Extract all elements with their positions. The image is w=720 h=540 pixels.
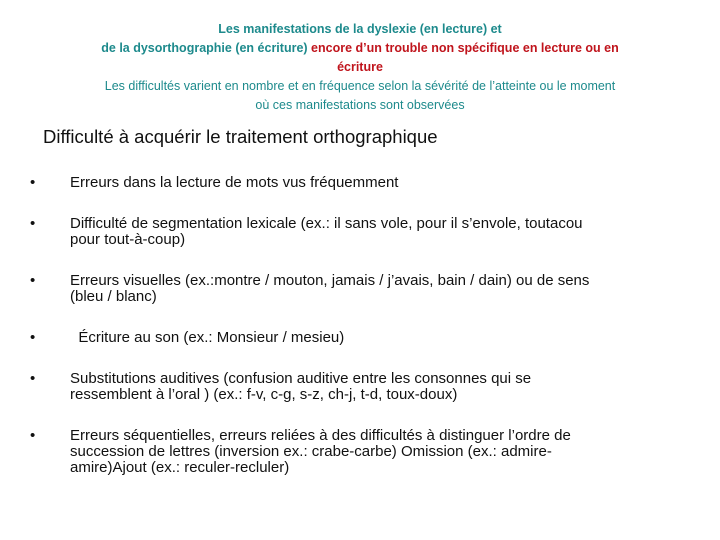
bullet-icon: • [30, 174, 36, 191]
header-line: Les manifestations de la dyslexie (en lecture) et [218, 22, 502, 36]
bullet-line: Erreurs séquentielles, erreurs reliées à des difficultés à distinguer l’ordre de [70, 427, 571, 444]
header-line: Les difficultés varient en nombre et en fréquence selon la sévérité de l’atteinte ou le moment [104, 79, 616, 93]
bullet-text [70, 175, 398, 191]
bullet-line: Substitutions auditives (confusion auditive entre les consonnes qui se [70, 370, 532, 387]
bullet-line: pour tout-à-coup) [70, 231, 186, 248]
bullet-text [70, 273, 589, 305]
bullet-text [70, 330, 344, 346]
bullet-line: Écriture au son (ex.: Monsieur / mesieu) [70, 329, 345, 346]
header-line: où ces manifestations sont observées [255, 98, 465, 112]
bullet-line: Erreurs dans la lecture de mots vus fréquemment [70, 174, 399, 191]
bullet-icon: • [30, 329, 36, 346]
bullet-text [70, 216, 583, 248]
bullet-line: succession de lettres (inversion ex.: crabe-carbe) Omission (ex.: admire- [70, 443, 552, 460]
bullet-icon: • [30, 272, 36, 289]
bullet-text [70, 428, 571, 476]
header-red-text: encore d’un trouble non spécifique en lecture ou en [311, 41, 619, 55]
header-line [0, 39, 720, 58]
bullet-icon: • [30, 215, 36, 232]
slide-title: Difficulté à acquérir le traitement orthographique [43, 126, 438, 147]
bullet-line: amire)Ajout (ex.: reculer-recluler) [70, 459, 290, 476]
bullet-line: (bleu / blanc) [70, 288, 157, 305]
slide-header [0, 20, 720, 115]
bullet-line: Erreurs visuelles (ex.:montre / mouton, jamais / j’avais, bain / dain) ou de sens [70, 272, 590, 289]
bullet-line: Difficulté de segmentation lexicale (ex.: il sans vole, pour il s’envole, toutacou [70, 215, 583, 232]
header-line: écriture [337, 60, 383, 74]
bullet-line: ressemblent à l’oral ) (ex.: f-v, c-g, s-z, ch-j, t-d, toux-doux) [70, 386, 458, 403]
header-teal-text: de la dysorthographie (en écriture) [101, 41, 308, 55]
bullet-text [70, 371, 531, 403]
bullet-icon: • [30, 427, 36, 444]
bullet-icon: • [30, 370, 36, 387]
